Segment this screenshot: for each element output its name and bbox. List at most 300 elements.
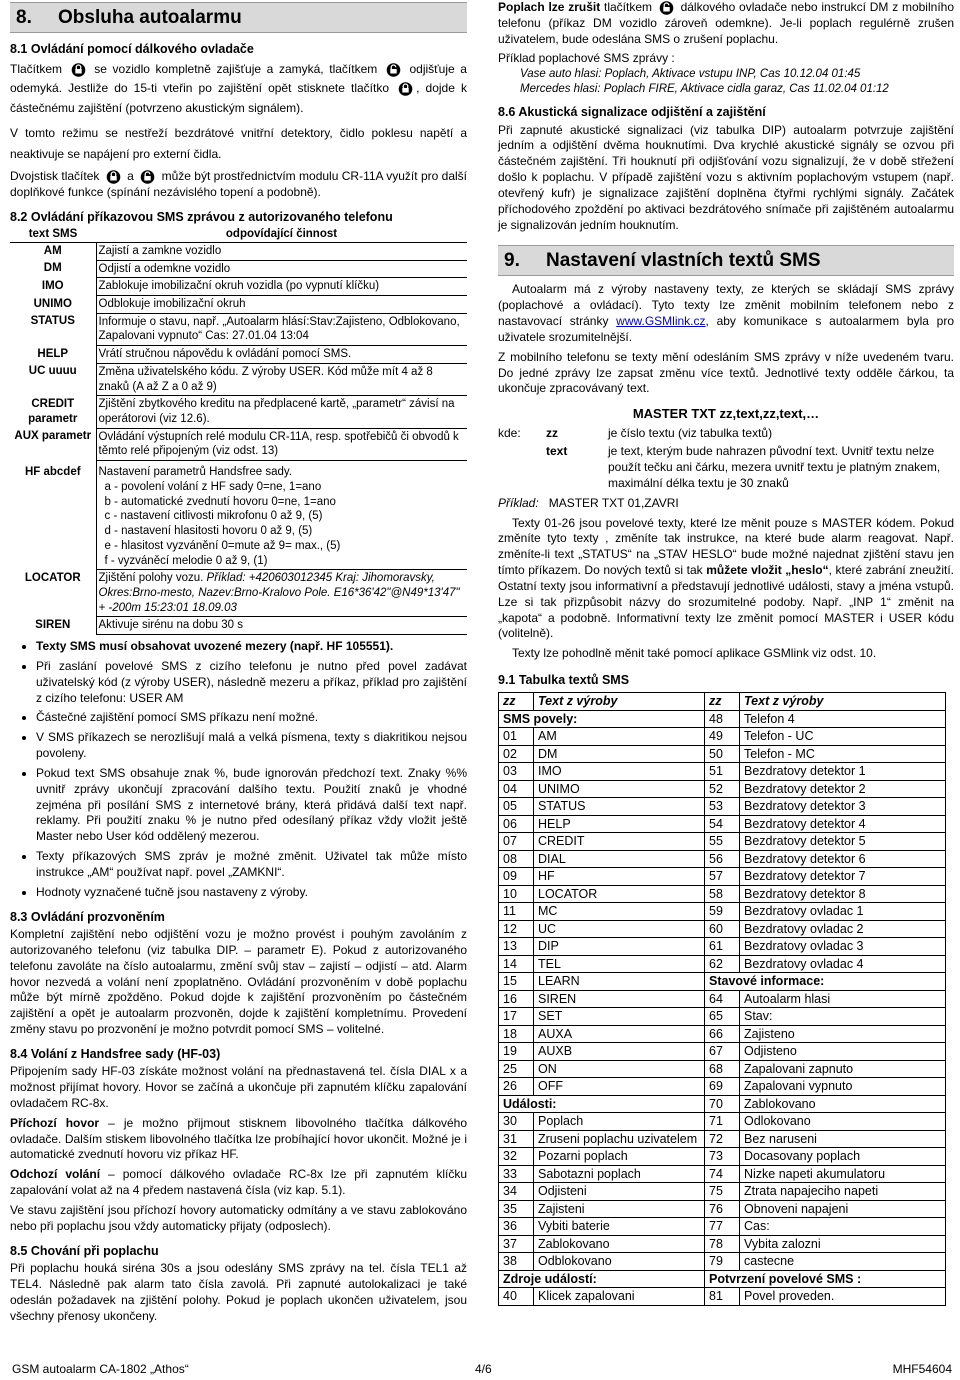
notes-list <box>10 639 467 900</box>
table-cell: SET <box>534 1008 705 1026</box>
table-cell: Zablokovano <box>534 1235 705 1253</box>
table-row <box>499 763 946 781</box>
example-line: Vase auto hlasi: Poplach, Aktivace vstupu INP, Cas 10.12.04 01:45 <box>520 68 861 81</box>
description-cell: Odjistí a odemkne vozidlo <box>96 260 467 278</box>
table-cell: Zajisteni <box>534 1200 705 1218</box>
table-cell: Telefon - UC <box>740 728 946 746</box>
text: můžete vložit „heslo“ <box>706 563 829 578</box>
table-cell: 16 <box>499 990 534 1008</box>
table-row <box>10 396 467 428</box>
table-cell: IMO <box>534 763 705 781</box>
text: c - nastavení citlivosti mikrofonu 0 až 9, (5) <box>104 510 323 523</box>
description-cell: Informuje o stavu, např. „Autoalarm hlásí:Stav:Zajisteno, Odblokovano, Zapalovani vypnuto“ Cas: 27.01.04 13:04 <box>96 313 467 345</box>
table-header <box>499 693 946 711</box>
table-cell: 19 <box>499 1043 534 1061</box>
table-cell: Vybita zalozni <box>740 1235 946 1253</box>
description-cell <box>96 461 467 570</box>
command-cell: STATUS <box>30 315 75 328</box>
table-cell: 67 <box>705 1043 740 1061</box>
subsection-8-1-title: 8.1 Ovládání pomocí dálkového ovladače <box>10 42 254 57</box>
command-cell: UNIMO <box>33 297 72 310</box>
table-cell: 10 <box>499 885 534 903</box>
table-row <box>10 296 467 314</box>
table-cell: 33 <box>499 1165 534 1183</box>
table-cell: LEARN <box>534 973 705 991</box>
right-column <box>498 0 954 1306</box>
table-cell: SIREN <box>534 990 705 1008</box>
table-cell: 17 <box>499 1008 534 1026</box>
text: Nastavení parametrů Handsfree sady. <box>98 466 292 479</box>
text: tlačítkem <box>600 0 656 14</box>
table-cell: Vybiti baterie <box>534 1218 705 1236</box>
text: Autoalarm má z výroby nastaveny texty, ze kterých se skládají SMS zprávy (poplachové a ovládací). Tyto texty lze změnit mobilním telefonem nebo z nastavovací stránky <box>498 282 954 329</box>
table-cell: Bezdratovy detektor 2 <box>740 780 946 798</box>
paragraph: Ve stavu zajištění jsou příchozí hovory automaticky odmítány a ve stavu zablokováno nebo při poplachu jsou vždy automaticky přijaty (odposlech). <box>10 1202 467 1233</box>
table-row <box>499 1025 946 1043</box>
table-cell: Bezdratovy detektor 3 <box>740 798 946 816</box>
subsection-9-1-title: 9.1 Tabulka textů SMS <box>498 672 630 687</box>
lock-open-icon <box>140 169 155 183</box>
paragraph: Při zapnuté akustické signalizaci (viz tabulka DIP) autoalarm potvrzuje zajištění jedním a odjištění dvěma houknutími. Dva krychlé akustické signály se ozvou při částečném zajištění. Tři houknutí při odjišťování vozu signalizují, že v době střežení došlo k poplachu. V případě zajištění vozu s aktivním poplachovým vstupem (např. otevřený kufr) je signalizace zajištění doplněna čtyřmi rychlými signály. Začátek příchodového zpoždění po aktivaci bezdrátového snímače při zajištěném autoalarmu je signalizován jedním houknutím. <box>498 122 954 232</box>
table-cell: 74 <box>705 1165 740 1183</box>
table-cell: 18 <box>499 1025 534 1043</box>
text: Dvojstisk tlačítek <box>10 168 100 183</box>
table-row <box>499 1113 946 1131</box>
table-cell: 78 <box>705 1235 740 1253</box>
table-cell: Zapalovani vypnuto <box>740 1078 946 1096</box>
table-cell: 81 <box>705 1288 740 1306</box>
lock-open-icon <box>659 0 674 14</box>
paragraph: Při poplachu houká siréna 30s a jsou odeslány SMS zprávy na tel. čísla TEL1 až TEL4. Následně pak alarm tato čísla zavolá. Při zapnuté autolokalizaci je také odeslán požadavek na zjištění polohy. Pokud je poplach ukončen uživatelem, jsou všechny přenosy ukončeny. <box>10 1261 467 1323</box>
section-8-heading <box>10 2 467 33</box>
table-cell: 54 <box>705 815 740 833</box>
table-cell: DIAL <box>534 850 705 868</box>
text: , dojde k částečnému zajištění (potvrzeno akustickým signálem). <box>10 81 467 116</box>
table-cell: 32 <box>499 1148 534 1166</box>
paragraph: V tomto režimu se nestřeží bezdrátové vnitřní detektory, čidlo poklesu napětí a neaktivuje se napájení pro externí čidla. <box>10 125 467 161</box>
paragraph <box>498 282 954 345</box>
description-cell: Zajistí a zamkne vozidlo <box>96 242 467 260</box>
definition: je text, kterým bude nahrazen původní text. Uvnitř textu nelze použít tečku ani čárku, mezera uvnitř textu je platným znakem, maximální délka textu je 30 znaků <box>608 444 941 490</box>
table-cell: Potvrzení povelové SMS : <box>705 1270 946 1288</box>
table-row <box>499 815 946 833</box>
footer-document-title: GSM autoalarm CA-1802 „Athos“ <box>12 1362 189 1376</box>
text: Příklad: <box>498 495 539 510</box>
text: Zjištění polohy vozu. <box>98 572 204 585</box>
table-cell: Telefon - MC <box>740 745 946 763</box>
table-cell: Zdroje událostí: <box>499 1270 705 1288</box>
text: f - vyzváněcí melodie 0 až 9, (1) <box>104 554 268 567</box>
text: se vozidlo kompletně zajišťuje a zamyká, tlačítkem <box>94 61 378 76</box>
term: text <box>546 444 568 459</box>
text: Texty SMS musí obsahovat uvozené mezery (např. HF 105551). <box>36 639 394 654</box>
lock-closed-icon <box>106 169 121 183</box>
list-item <box>36 639 467 655</box>
table-row <box>499 1148 946 1166</box>
table-cell: Bezdratovy detektor 6 <box>740 850 946 868</box>
table-row <box>10 242 467 260</box>
description-cell <box>96 570 467 617</box>
table-cell: 25 <box>499 1060 534 1078</box>
table-row <box>10 617 467 635</box>
table-cell: 48 <box>705 710 740 728</box>
table-row <box>10 461 467 570</box>
table-cell: 61 <box>705 938 740 956</box>
definition-row <box>498 426 954 442</box>
table-row <box>499 710 946 728</box>
table-cell: CREDIT <box>534 833 705 851</box>
table-cell: DIP <box>534 938 705 956</box>
table-cell: TEL <box>534 955 705 973</box>
text: Odchozí volání <box>10 1167 101 1182</box>
master-command-syntax: MASTER TXT zz,text,zz,text,… <box>632 406 820 422</box>
section-title: Nastavení vlastních textů SMS <box>546 250 821 272</box>
table-row <box>499 920 946 938</box>
table-cell: Odlokovano <box>740 1113 946 1131</box>
section-title: Obsluha autoalarmu <box>58 7 242 28</box>
description-cell: Zjištění zbytkového kreditu na předplacené kartě, „parametr“ závisí na operátorovi (viz 12.6). <box>96 396 467 428</box>
command-cell: IMO <box>41 279 64 292</box>
table-row <box>499 1060 946 1078</box>
text: může být prostřednictvím modulu CR-11A využít pro další doplňkové funkce (spínání nezávislého topení a podobně). <box>10 168 468 199</box>
example-text: Příklad: +420603012345 Kraj: Jihomoravsky, Okres:Brno-mesto, Nazev:Brno-Kralovo Pole. E16*36'42"@N49*13'47" + -200m 15:23:01 18.09.03 <box>98 572 460 614</box>
table-cell: 37 <box>499 1235 534 1253</box>
table-cell: Bezdratovy ovladac 2 <box>740 920 946 938</box>
table-cell: Bezdratovy ovladac 3 <box>740 938 946 956</box>
table-cell: Cas: <box>740 1218 946 1236</box>
table-cell: 50 <box>705 745 740 763</box>
table-cell: 68 <box>705 1060 740 1078</box>
section-number: 9. <box>504 250 520 272</box>
subsection-8-2-title: 8.2 Ovládání příkazovou SMS zprávou z autorizovaného telefonu <box>10 209 393 224</box>
paragraph: Texty lze pohodlně měnit také pomocí aplikace GSMlink viz odst. 10. <box>512 646 877 661</box>
paragraph <box>10 169 467 201</box>
table-cell: 15 <box>499 973 534 991</box>
table-row <box>499 1270 946 1288</box>
table-cell: Bez naruseni <box>740 1130 946 1148</box>
table-row <box>499 1200 946 1218</box>
list-item: • Pokud text SMS obsahuje znak %, bude ignorován předchozí text. Znaky %% uvnitř zprávy ukončují zpracování dalšího textu. Použití znaků je vhodné zejména při posílání SMS z internetové brány, která přidává další text např. reklamy. Při použití znaku % je nutno před odesílaný příkaz vždy vložit ještě Master nebo User kód oddělený mezerou. <box>36 766 467 845</box>
sms-text-table <box>498 692 946 1306</box>
table-cell: 01 <box>499 728 534 746</box>
table-cell: Události: <box>499 1095 705 1113</box>
table-cell: 70 <box>705 1095 740 1113</box>
table-cell: DM <box>534 745 705 763</box>
table-cell: 64 <box>705 990 740 1008</box>
table-cell: Bezdratovy ovladac 4 <box>740 955 946 973</box>
table-header <box>10 227 467 242</box>
table-cell: 13 <box>499 938 534 956</box>
table-cell: Bezdratovy detektor 8 <box>740 885 946 903</box>
column-header: zz <box>499 693 534 711</box>
section-number: 8. <box>16 7 32 28</box>
table-row <box>499 973 946 991</box>
lock-closed-icon <box>398 81 413 95</box>
table-cell: STATUS <box>534 798 705 816</box>
table-cell: 51 <box>705 763 740 781</box>
list-item: • Při zaslání povelové SMS z cizího telefonu je nutno před povel zadávat uživatelský kód (z výroby USER), následně mezeru a příkaz, příklad pro zajištění z cizího telefonu: USER AM <box>36 659 467 706</box>
table-row <box>499 780 946 798</box>
table-cell: SMS povely: <box>499 710 705 728</box>
table-cell: OFF <box>534 1078 705 1096</box>
table-cell: 30 <box>499 1113 534 1131</box>
definition-row <box>498 444 954 491</box>
paragraph <box>498 516 954 643</box>
table-cell: 66 <box>705 1025 740 1043</box>
description-cell: Změna uživatelského kódu. Z výroby USER. Kód může mít 4 až 8 znaků (A až Z a 0 až 9) <box>96 363 467 395</box>
text: a <box>127 168 134 183</box>
table-cell: Zruseni poplachu uzivatelem <box>534 1130 705 1148</box>
paragraph <box>10 1167 467 1199</box>
description-cell: Ovládání výstupních relé modulu CR-11A, resp. spotřebičů či obvodů k těmto relé připojeným (viz odst. 13) <box>96 428 467 460</box>
command-cell: LOCATOR <box>24 571 81 584</box>
table-row <box>10 363 467 395</box>
table-row <box>499 938 946 956</box>
table-cell: 76 <box>705 1200 740 1218</box>
subsection-8-3-title: 8.3 Ovládání prozvoněním <box>10 909 165 924</box>
table-cell: 52 <box>705 780 740 798</box>
table-cell: 35 <box>499 1200 534 1218</box>
table-cell: Docasovany poplach <box>740 1148 946 1166</box>
paragraph <box>10 60 467 119</box>
footer-doc-code: MHF54604 <box>892 1362 952 1376</box>
table-cell: Bezdratovy ovladac 1 <box>740 903 946 921</box>
table-cell: UNIMO <box>534 780 705 798</box>
command-cell: AM <box>43 244 62 257</box>
table-cell: AM <box>534 728 705 746</box>
table-cell: Zajisteno <box>740 1025 946 1043</box>
table-row <box>499 745 946 763</box>
table-cell: Bezdratovy detektor 5 <box>740 833 946 851</box>
example-paragraph <box>498 496 954 512</box>
table-row <box>499 1130 946 1148</box>
table-row <box>499 990 946 1008</box>
table-cell: 26 <box>499 1078 534 1096</box>
table-cell: 40 <box>499 1288 534 1306</box>
table-row <box>499 1165 946 1183</box>
table-cell: 02 <box>499 745 534 763</box>
table-row <box>10 260 467 278</box>
column-header: odpovídající činnost <box>96 227 467 242</box>
term: zz <box>546 426 558 441</box>
section-9-heading <box>498 245 954 276</box>
paragraph: Kompletní zajištění nebo odjištění vozu je možno provést i pouhým zavoláním z autorizovaného telefonu (viz tabulka DIP. – parametr E). Pokud z autorizovaného telefonu zavoláte na číslo autoalarmu, změní svůj stav – zajistí – odjistí – atd. Alarm hovor nezvedá a volání není zpoplatněno. Ovládání prozvoněním v době poplachu může být mírně zpožděno. Pokud dojde k zajištění prozvoněním po částečném zajištění a opět je autoalarm prozvoněn, dojde k zajištění kompletnímu. Provedení změny stavu po prozvonění je možno potvrdit pomocí SMS – volitelné. <box>10 927 467 1036</box>
text: Texty 01-26 jsou povelové texty, které lze měnit pouze s MASTER kódem. Pokud změníte tyto texty , změníte tak instrukce, na které bude alarm reagovat. Např. změníte-li text „STATUS“ na „STAV HESLO“ bude možné najednat zjištění stavu jen tímto příkazem. Do nových textů si tak <box>498 515 954 578</box>
table-cell: 71 <box>705 1113 740 1131</box>
table-cell: 60 <box>705 920 740 938</box>
command-cell: CREDIT parametr <box>28 397 78 425</box>
table-row <box>10 278 467 296</box>
table-cell: 36 <box>499 1218 534 1236</box>
text: Poplach lze zrušit <box>498 0 601 14</box>
paragraph: Příklad poplachové SMS zprávy : <box>498 51 675 66</box>
table-cell: 62 <box>705 955 740 973</box>
table-cell: Stav: <box>740 1008 946 1026</box>
column-header: zz <box>705 693 740 711</box>
table-row <box>499 955 946 973</box>
description-cell: Odblokuje imobilizační okruh <box>96 296 467 314</box>
table-cell: 12 <box>499 920 534 938</box>
table-row <box>499 1183 946 1201</box>
table-cell: Odjisteni <box>534 1183 705 1201</box>
table-cell: HELP <box>534 815 705 833</box>
table-cell: 05 <box>499 798 534 816</box>
description-cell: Vrátí stručnou nápovědu k ovládání pomocí SMS. <box>96 346 467 364</box>
table-row <box>499 850 946 868</box>
text: , které zabrání zneužití. Ostatní texty jsou informativní a představují jednotlivé události, stavy a jména vstupů. Lze si tak přizpůsobit názvy do srozumitelné podoby. Např. „INP 1“ změnit na „kapota“ a podobně. Informativní texty lze změnit pomocí MASTER i USER kódu (volitelně). <box>498 563 954 641</box>
subsection-8-5-title: 8.5 Chování při poplachu <box>10 1243 159 1258</box>
table-cell: Odblokovano <box>534 1253 705 1271</box>
lock-open-icon <box>386 62 401 76</box>
table-cell: 73 <box>705 1148 740 1166</box>
table-row <box>499 1235 946 1253</box>
table-row <box>10 346 467 364</box>
table-row <box>499 1253 946 1271</box>
table-row <box>499 1288 946 1306</box>
table-cell: castecne <box>740 1253 946 1271</box>
table-cell: 65 <box>705 1008 740 1026</box>
table-cell: 53 <box>705 798 740 816</box>
table-row <box>499 798 946 816</box>
table-cell: Klicek zapalovani <box>534 1288 705 1306</box>
command-cell: DM <box>43 262 62 275</box>
table-cell: Bezdratovy detektor 1 <box>740 763 946 781</box>
paragraph: Připojením sady HF-03 získáte možnost volání na přednastavená tel. čísla DIAL x a možnost přijímat hovory. Hovor se začíná a ukončuje při zapnutém klíčku zapalování ovladačem RC-8x. <box>10 1064 467 1110</box>
table-row <box>499 1218 946 1236</box>
column-header: Text z výroby <box>534 693 705 711</box>
text: kde: <box>498 426 521 441</box>
table-cell: 38 <box>499 1253 534 1271</box>
table-cell: 58 <box>705 885 740 903</box>
table-cell: MC <box>534 903 705 921</box>
table-cell: 06 <box>499 815 534 833</box>
description-cell: Aktivuje sirénu na dobu 30 s <box>96 617 467 635</box>
text: odjišťuje a odemyká. Jestliže do 15-ti vteřin po zajištění opět stisknete tlačítko <box>10 61 467 96</box>
table-cell: 75 <box>705 1183 740 1201</box>
table-cell: Nizke napeti akumulatoru <box>740 1165 946 1183</box>
table-cell: 49 <box>705 728 740 746</box>
command-cell: AUX parametr <box>14 430 92 443</box>
table-cell: 59 <box>705 903 740 921</box>
table-cell: Ztrata napajeciho napeti <box>740 1183 946 1201</box>
table-cell: LOCATOR <box>534 885 705 903</box>
table-cell: 72 <box>705 1130 740 1148</box>
table-cell: 55 <box>705 833 740 851</box>
table-row <box>499 1078 946 1096</box>
command-cell: HELP <box>37 347 69 360</box>
lock-closed-icon <box>71 62 86 76</box>
table-row <box>499 728 946 746</box>
list-item: • Částečné zajištění pomocí SMS příkazu není možné. <box>36 710 467 726</box>
table-cell: 69 <box>705 1078 740 1096</box>
table-row <box>10 428 467 460</box>
left-column <box>10 0 467 1328</box>
table-cell: 07 <box>499 833 534 851</box>
table-cell: Povel proveden. <box>740 1288 946 1306</box>
text: e - hlasitost vyzvánění 0=mute až 9= max., (5) <box>104 539 341 552</box>
table-row <box>499 903 946 921</box>
table-row <box>499 868 946 886</box>
table-cell: Poplach <box>534 1113 705 1131</box>
column-header: Text z výroby <box>740 693 946 711</box>
table-cell: AUXA <box>534 1025 705 1043</box>
table-cell: 08 <box>499 850 534 868</box>
text: – je možno přijmout stisknem libovolného tlačítka dálkového ovladače. Dalším stiskem libovolného tlačítka lze probíhající hovor ukončit. Možné je i automatické zvednutí hovoru viz příkaz HF. <box>10 1115 468 1162</box>
text: MASTER TXT 01,ZAVRI <box>548 495 679 510</box>
text: b - automatické zvednutí hovoru 0=ne, 1=ano <box>104 495 336 508</box>
table-cell: Bezdratovy detektor 4 <box>740 815 946 833</box>
table-row <box>499 833 946 851</box>
description-cell: Zablokuje imobilizační okruh vozidla (po vypnutí klíčku) <box>96 278 467 296</box>
table-cell: Telefon 4 <box>740 710 946 728</box>
table-cell: Sabotazni poplach <box>534 1165 705 1183</box>
table-cell: Autoalarm hlasi <box>740 990 946 1008</box>
subsection-8-4-title: 8.4 Volání z Handsfree sady (HF-03) <box>10 1046 221 1061</box>
command-cell: SIREN <box>35 618 71 631</box>
table-cell: 77 <box>705 1218 740 1236</box>
list-item: • V SMS příkazech se nerozlišují malá a velká písmena, texty s diakritikou nejsou povoleny. <box>36 730 467 762</box>
text: Tlačítkem <box>10 61 63 76</box>
table-cell: Bezdratovy detektor 7 <box>740 868 946 886</box>
table-cell: 34 <box>499 1183 534 1201</box>
table-row <box>10 570 467 617</box>
definition: je číslo textu (viz tabulka textů) <box>608 426 773 441</box>
table-cell: 03 <box>499 763 534 781</box>
table-cell: UC <box>534 920 705 938</box>
table-cell: HF <box>534 868 705 886</box>
text: Příchozí hovor <box>10 1115 100 1130</box>
subsection-8-6-title: 8.6 Akustická signalizace odjištění a zajištění <box>498 105 766 120</box>
table-cell: 04 <box>499 780 534 798</box>
command-cell: HF abcdef <box>24 465 81 478</box>
table-cell: 56 <box>705 850 740 868</box>
table-cell: 11 <box>499 903 534 921</box>
gsmlink-link[interactable]: www.GSMlink.cz <box>616 314 706 329</box>
table-row <box>499 885 946 903</box>
command-cell: UC uuuu <box>28 365 77 378</box>
text: , aby komunikace s autoalarmem byla pro uživatele srozumitelnější. <box>498 314 954 344</box>
footer-page-number: 4/6 <box>475 1362 492 1376</box>
table-cell: ON <box>534 1060 705 1078</box>
text: a - povolení volání z HF sady 0=ne, 1=ano <box>104 480 322 493</box>
table-cell: Obnoveni napajeni <box>740 1200 946 1218</box>
table-cell: Stavové informace: <box>705 973 946 991</box>
text: dálkového ovladače nebo instrukcí DM z mobilního telefonu (příkaz DM vozidlo zároveň odemkne). Je-li poplach regulérně zrušen uživatelem, bude odeslána SMS o zrušení poplachu. <box>498 0 954 46</box>
table-row <box>499 1043 946 1061</box>
list-item: • Hodnoty vyznačené tučně jsou nastaveny z výroby. <box>36 885 467 901</box>
paragraph <box>498 0 954 47</box>
table-cell: Odjisteno <box>740 1043 946 1061</box>
table-cell: 09 <box>499 868 534 886</box>
paragraph: Z mobilního telefonu se texty mění odesláním SMS zprávy v níže uvedeném tvaru. Do jedné zprávy lze zapsat změnu více textů. Jednotlivé texty odděle čárkou, ta ukončuje zpracovávaný text. <box>498 349 954 396</box>
table-cell: 31 <box>499 1130 534 1148</box>
table-cell: AUXB <box>534 1043 705 1061</box>
list-item: • Texty příkazových SMS zpráv je možné změnit. Uživatel tak může místo instrukce „AM“ používat např. povel „ZAMKNI“. <box>36 849 467 881</box>
table-cell: 14 <box>499 955 534 973</box>
table-row <box>499 1095 946 1113</box>
text: – pomocí dálkového ovladače RC-8x lze při zapnutém klíčku zapalování volat až na 4 předem nastavená čísla (viz kap. 5.1). <box>10 1167 468 1198</box>
paragraph <box>10 1116 467 1163</box>
table-cell: Zapalovani zapnuto <box>740 1060 946 1078</box>
table-row <box>499 1008 946 1026</box>
table-cell: 79 <box>705 1253 740 1271</box>
table-cell: 57 <box>705 868 740 886</box>
example-line: Mercedes hlasi: Poplach FIRE, Aktivace cidla garaz, Cas 11.02.04 01:12 <box>520 82 889 95</box>
sms-command-table <box>10 227 467 635</box>
column-header: text SMS <box>10 227 96 242</box>
table-cell: Zablokovano <box>740 1095 946 1113</box>
text: d - nastavení hlasitosti hovoru 0 až 9, (5) <box>104 525 313 538</box>
